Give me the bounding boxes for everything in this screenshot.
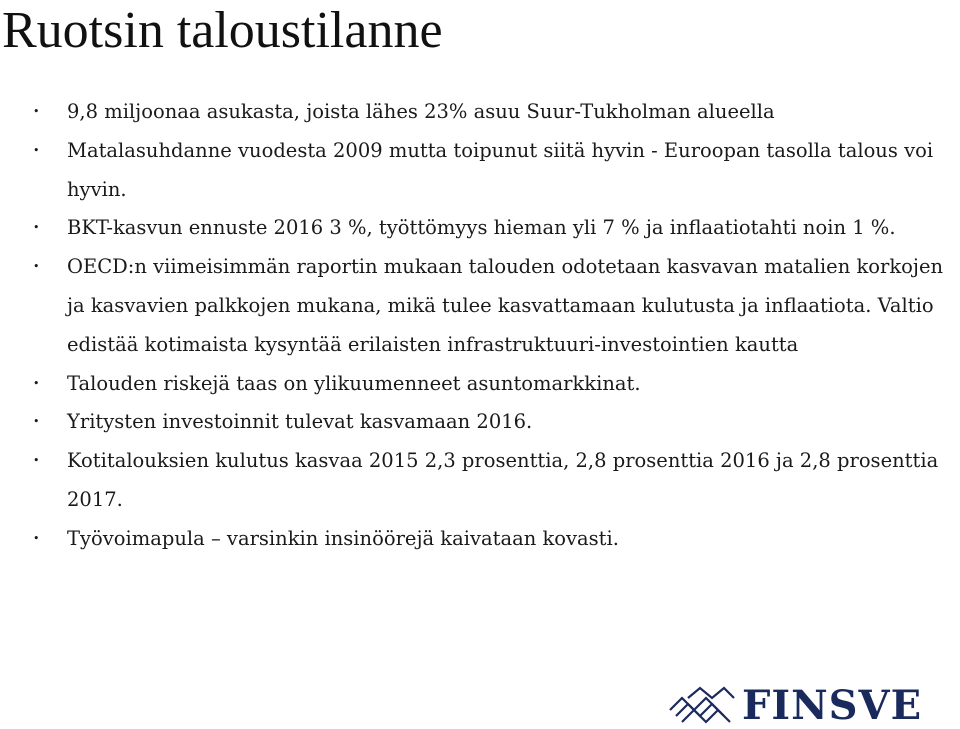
bullet-item	[0, 93, 960, 132]
bullet-text: 9,8 miljoonaa asukasta, joista lähes 23% asuu Suur-Tukholman alueella	[67, 100, 775, 123]
bullet-text: Matalasuhdanne vuodesta 2009 mutta toipunut siitä hyvin - Euroopan tasolla talous voi hyvin.	[67, 138, 934, 201]
bullet-item	[0, 248, 960, 364]
bullet-text: OECD:n viimeisimmän raportin mukaan talouden odotetaan kasvavan matalien korkojen ja kasvavien palkkojen mukana, mikä tulee kasvattamaan kulutusta ja inflaatiota. Valtio edistää kotimaista kysyntää erilaisten infrastruktuuri-investointien kautta	[67, 255, 944, 356]
bullet-dot: •	[33, 376, 40, 390]
bullet-item	[0, 403, 960, 442]
bullet-dot: •	[33, 454, 40, 468]
bullet-dot: •	[33, 221, 40, 235]
bullet-dot: •	[33, 143, 40, 157]
finsve-logo-text: FINSVE	[742, 682, 923, 729]
bullet-dot: •	[33, 105, 40, 118]
finsve-logo	[668, 682, 950, 729]
bullet-list	[0, 93, 960, 559]
finsve-chevron-logo-icon	[668, 686, 738, 724]
bullet-item	[0, 520, 960, 559]
bullet-text: BKT-kasvun ennuste 2016 3 %, työttömyys hieman yli 7 % ja inflaatiotahti noin 1 %.	[67, 216, 896, 240]
bullet-item	[0, 132, 960, 210]
bullet-text: Talouden riskejä taas on ylikuumenneet asuntomarkkinat.	[67, 371, 641, 395]
bullet-dot: •	[33, 260, 40, 274]
bullet-text: Työvoimapula – varsinkin insinöörejä kaivataan kovasti.	[67, 526, 619, 550]
bullet-item	[0, 442, 960, 520]
bullet-text: Kotitalouksien kulutus kasvaa 2015 2,3 prosenttia, 2,8 prosenttia 2016 ja 2,8 prosenttia 2017.	[67, 449, 939, 511]
bullet-dot: •	[33, 415, 40, 429]
bullet-item	[0, 365, 960, 404]
bullet-item	[0, 209, 960, 248]
slide-title: Ruotsin taloustilanne	[2, 2, 443, 59]
bullet-text: Yritysten investoinnit tulevat kasvamaan 2016.	[67, 410, 533, 434]
bullet-dot: •	[33, 531, 40, 545]
